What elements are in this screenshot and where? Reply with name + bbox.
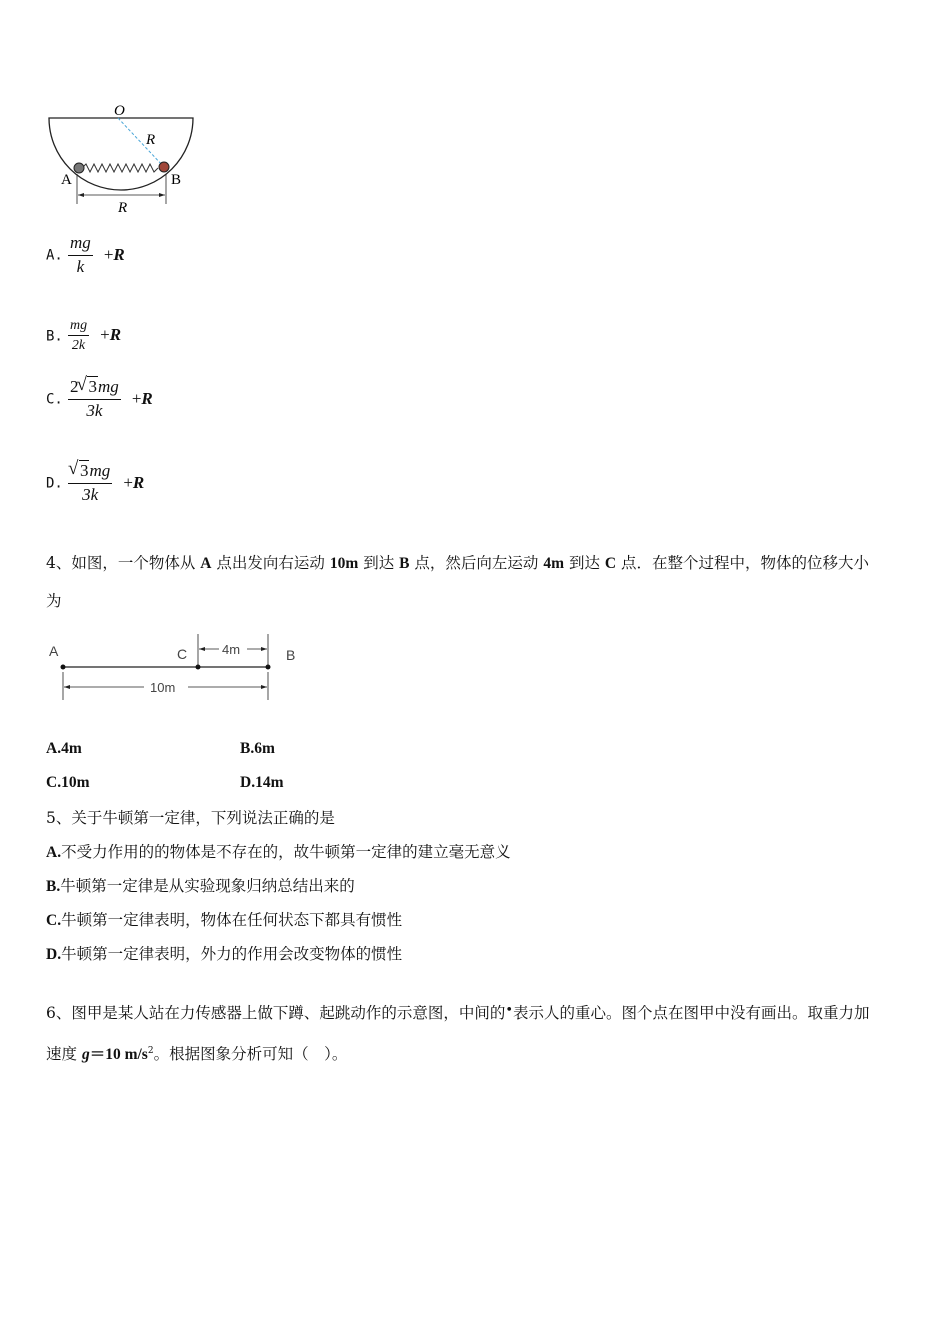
label-bottom-r: R bbox=[118, 200, 128, 216]
center-of-mass-dot: • bbox=[505, 1003, 514, 1018]
radius-line bbox=[118, 118, 164, 167]
q4-option-c[interactable]: C.10m bbox=[46, 774, 90, 791]
label-a: A bbox=[61, 172, 72, 188]
q5-option-b[interactable]: B.牛顿第一定律是从实验现象归纳总结出来的 bbox=[46, 877, 355, 895]
spring bbox=[82, 164, 158, 172]
bowl-spring-figure bbox=[46, 98, 196, 220]
label-b: B bbox=[171, 172, 182, 188]
question-4-text-cont: 为 bbox=[46, 592, 62, 610]
question-4-text: 4、如图，一个物体从 A 点出发向右运动 10m 到达 B 点，然后向左运动 4m 到达 C 点．在整个过程中，物体的位移大小 bbox=[46, 554, 870, 572]
q5-option-c[interactable]: C.牛顿第一定律表明，物体在任何状态下都具有惯性 bbox=[46, 911, 403, 929]
fraction: √ $\frac{3mg}{3k}$ bbox=[68, 462, 112, 504]
fraction: $\frac{2√ 3mg}{3k}$ bbox=[68, 378, 121, 420]
option-a[interactable]: A. $\frac{mg}{k}$ +R bbox=[46, 233, 125, 276]
option-c[interactable]: C. $\frac{2√ 3mg}{3k}$ +R bbox=[46, 378, 153, 420]
displacement-figure bbox=[46, 630, 306, 706]
q4-option-a[interactable]: A.4m bbox=[46, 740, 82, 757]
label-a: A bbox=[49, 643, 59, 659]
ball-b bbox=[159, 162, 169, 172]
q5-option-d[interactable]: D.牛顿第一定律表明，外力的作用会改变物体的惯性 bbox=[46, 945, 403, 963]
question-6-text: 6、图甲是某人站在力传感器上做下蹲、起跳动作的示意图，中间的•表示人的重心。图个点在图甲中没有画出。取重力加 bbox=[46, 1003, 870, 1022]
q5-option-a[interactable]: A.不受力作用的的物体是不存在的，故牛顿第一定律的建立毫无意义 bbox=[46, 843, 511, 861]
q4-option-b[interactable]: B.6m bbox=[240, 740, 275, 757]
label-b: B bbox=[286, 647, 296, 663]
fraction: $\frac{mg}{k}$ bbox=[69, 233, 91, 276]
label-o: O bbox=[114, 103, 125, 119]
dim-4m: 4m bbox=[222, 642, 241, 657]
point-a bbox=[61, 665, 66, 670]
label-c: C bbox=[177, 646, 188, 662]
question-6-text-cont: 速度 g＝10 $m/s^2$。根据图象分析可知（ ）。 bbox=[46, 1045, 348, 1064]
q4-option-d[interactable]: D.14m bbox=[240, 774, 284, 791]
option-b[interactable]: B. $\frac{mg}{2k}$ +R bbox=[46, 318, 122, 354]
label-radius: R bbox=[146, 132, 156, 148]
question-5-title: 5、关于牛顿第一定律，下列说法正确的是 bbox=[46, 809, 335, 827]
option-d[interactable]: D. √ $\frac{3mg}{3k}$ +R bbox=[46, 462, 144, 504]
dim-10m: 10m bbox=[150, 680, 176, 695]
ball-a bbox=[74, 163, 84, 173]
fraction: $\frac{mg}{2k}$ bbox=[69, 318, 88, 354]
